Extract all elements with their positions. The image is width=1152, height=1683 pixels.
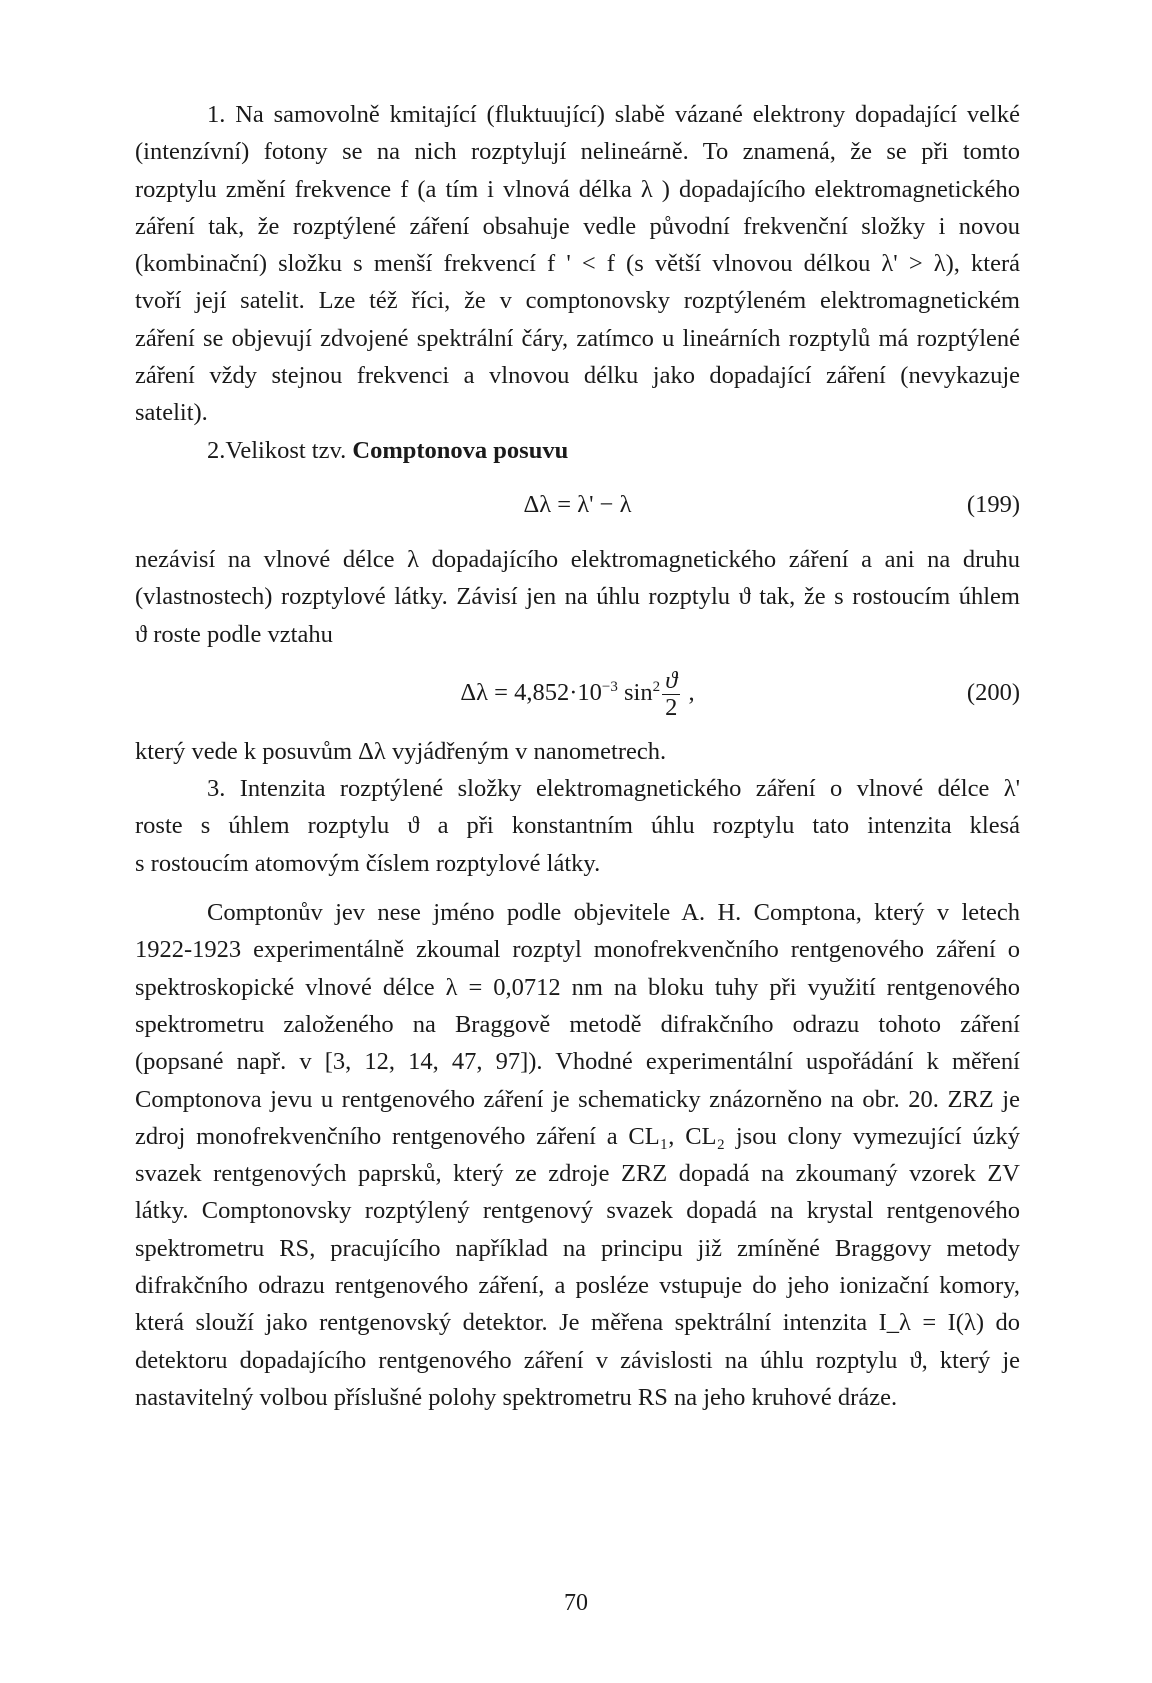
paragraph-1-line-2: (intenzívní) fotony se na nich rozptylují nelineárně. To znamená, že se při tomto [135,138,1020,166]
paragraph-5-line-6: Comptonova jevu u rentgenového záření je schematicky znázorněno na obr. 20. ZRZ je [135,1085,1020,1113]
equation-200-fraction-denominator: 2 [665,693,678,721]
paragraph-5-line-1: Comptonův jev nese jméno podle objevitele A. H. Comptona, který v letech [207,899,1020,927]
paragraph-2 [135,541,1020,653]
paragraph-5-line-8: svazek rentgenových paprsků, který ze zdroje ZRZ dopadá na zkoumaný vzorek ZV [135,1160,1020,1188]
paragraph-5-line-3: spektroskopické vlnové délce λ = 0,0712 nm na bloku tuhy při využití rentgenového [135,973,1020,1001]
paragraph-3: který vede k posuvům Δλ vyjádřeným v nanometrech. [135,737,667,765]
equation-200-formula [135,653,1020,733]
paragraph-5-line-5: (popsané např. v [3, 12, 14, 47, 97]). Vhodné experimentální uspořádání k měření [135,1048,1020,1076]
equation-200-tail: , [682,678,695,706]
paragraph-5-line-14: nastavitelný volbou příslušné polohy spektrometru RS na jeho kruhové dráze. [135,1383,898,1411]
paragraph-1-line-5: (kombinační) složku s menší frekvencí f ' < f (s větší vlnovou délkou λ' > λ), která [135,250,1020,278]
paragraph-2-line-2: (vlastnostech) rozptylové látky. Závisí jen na úhlu rozptylu ϑ tak, že s rostoucím úhlem [135,583,1020,611]
page-number: 70 [564,1590,588,1616]
equation-200-exponent: −3 [601,678,618,695]
equation-199 [135,469,1020,541]
equation-199-number: (199) [966,490,1020,518]
page-content [135,96,1020,1416]
equation-200 [135,653,1020,733]
paragraph-5 [135,894,1020,1416]
paragraph-4 [135,770,1020,882]
paragraph-5-line-4: spektrometru založeného na Braggově metodě difrakčního odrazu tohoto záření [135,1010,1020,1038]
equation-200-fraction-numerator: ϑ [662,668,680,695]
paragraph-5-line-2: 1922-1923 experimentálně zkoumal rozptyl monofrekvenčního rentgenového záření o [135,936,1020,964]
paragraph-4-line-1: 3. Intenzita rozptýlené složky elektromagnetického záření o vlnové délce λ' [207,775,1020,803]
paragraph-5-line-7: zdroj monofrekvenčního rentgenového záření a CL₁, CL₂ jsou clony vymezující úzký [135,1122,1020,1150]
paragraph-4-line-2: roste s úhlem rozptylu ϑ a při konstantním úhlu rozptylu tato intenzita klesá [135,812,1020,840]
paragraph-5-line-10: spektrometru RS, pracujícího například na principu již zmíněné Braggovy metody [135,1234,1020,1262]
paragraph-1-line-8: záření vždy stejnou frekvenci a vlnovou délku jako dopadající záření (nevykazuje [135,362,1020,390]
paragraph-5-line-9: látky. Comptonovsky rozptýlený rentgenový svazek dopadá na krystal rentgenového [135,1197,1020,1225]
paragraph-1-line-7: záření se objevují zdvojené spektrální čáry, zatímco u lineárních rozptylů má rozptýlené [135,324,1020,352]
equation-200-func: sin [617,678,653,706]
equation-200-power: 2 [652,678,661,695]
paragraph-1 [135,96,1020,432]
paragraph-2-line-3: ϑ roste podle vztahu [135,620,333,648]
paragraph-1-line-9: satelit). [135,399,208,427]
paragraph-5-line-12: která slouží jako rentgenovský detektor. Je měřena spektrální intenzita I_λ = I(λ) do [135,1309,1020,1337]
equation-200-number: (200) [966,678,1020,706]
paragraph-1-line-4: záření tak, že rozptýlené záření obsahuje vedle původní frekvenční složky i novou [135,212,1020,240]
paragraph-1-line-1: 1. Na samovolně kmitající (fluktuující) slabě vázané elektrony dopadající velké [207,101,1020,128]
paragraph-2-line-1: nezávisí na vlnové délce λ dopadajícího elektromagnetického záření a ani na druhu [135,545,1020,573]
compton-shift-heading-bold: Comptonova posuvu [352,436,569,464]
paragraph-1-line-3: rozptylu změní frekvence f (a tím i vlnová délka λ ) dopadajícího elektromagnetického [135,175,1020,203]
equation-200-lhs: Δλ = 4,852·10 [460,678,602,706]
compton-shift-heading [135,432,1020,469]
paragraph-5-line-11: difrakčního odrazu rentgenového záření, a posléze vstupuje do jeho ionizační komory, [135,1272,1020,1300]
equation-199-formula: Δλ = λ' − λ [523,490,632,518]
paragraph-5-line-13: detektoru dopadajícího rentgenového záření v závislosti na úhlu rozptylu ϑ, který je [135,1346,1020,1374]
equation-200-fraction [662,668,680,720]
paragraph-1-line-6: tvoří její satelit. Lze též říci, že v comptonovsky rozptýleném elektromagnetickém [135,287,1020,315]
compton-shift-heading-prefix: 2.Velikost tzv. [207,436,353,464]
paragraph-4-line-3: s rostoucím atomovým číslem rozptylové látky. [135,849,601,877]
